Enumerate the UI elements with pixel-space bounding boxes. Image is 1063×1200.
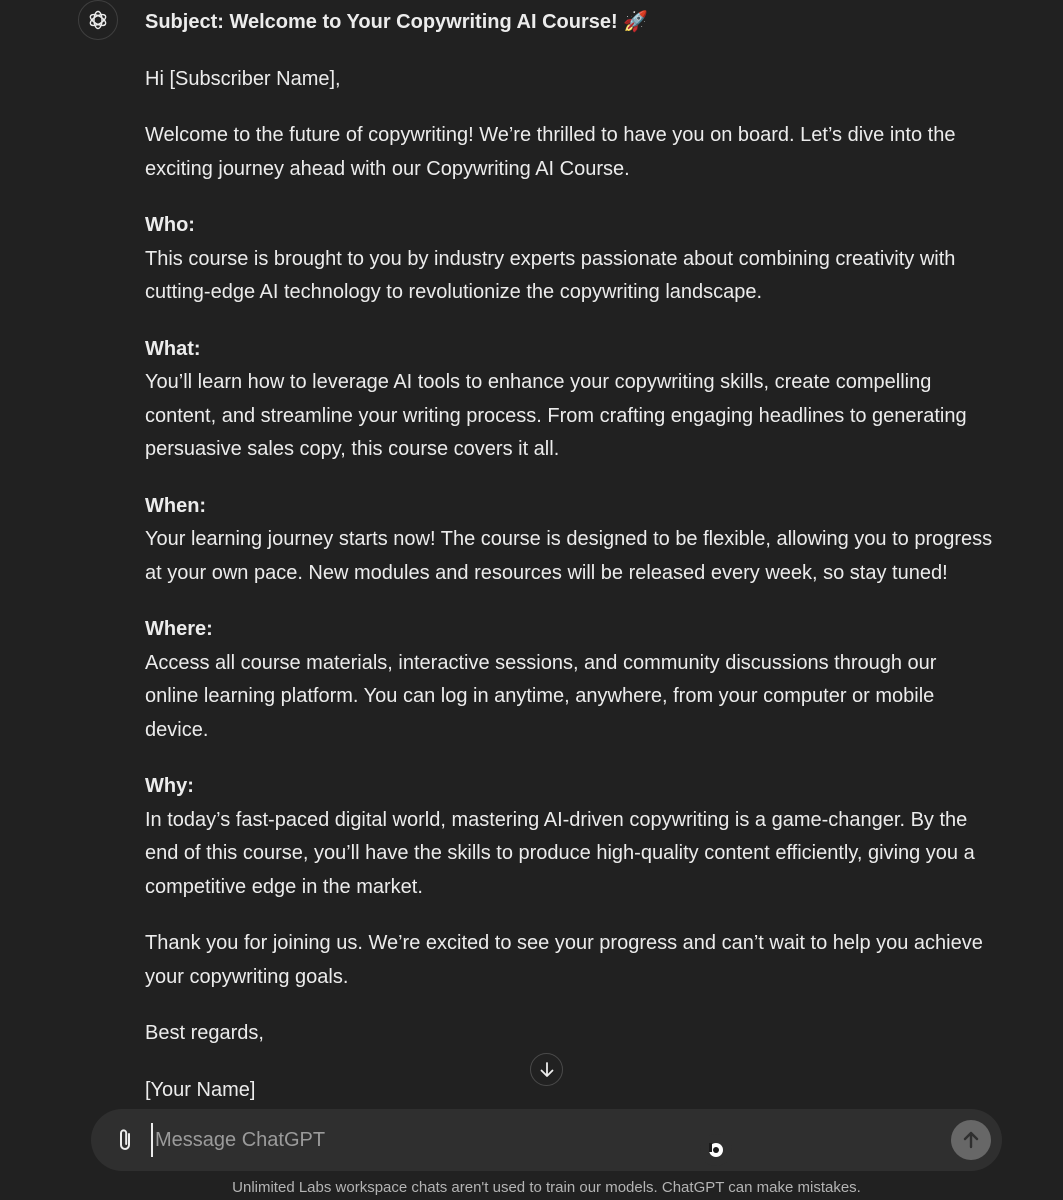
- scroll-to-bottom-button[interactable]: [530, 1053, 563, 1086]
- section-text: You’ll learn how to leverage AI tools to enhance your copywriting skills, create compelling content, and streamline your writing process. From crafting engaging headlines to generating persuasive sales copy, this course covers it all.: [145, 371, 967, 460]
- section-what: [145, 333, 995, 467]
- section-text: In today’s fast-paced digital world, mastering AI-driven copywriting is a game-changer. By the end of this course, you’ll have the skills to produce high-quality content efficiently, giving you a competitive edge in the market.: [145, 808, 975, 898]
- message-composer: [91, 1109, 1002, 1171]
- send-button[interactable]: [951, 1120, 991, 1160]
- section-label: Why:: [145, 775, 194, 797]
- section-text: Access all course materials, interactive sessions, and community discussions through our online learning platform. You can log in anytime, anywhere, from your computer or mobile device.: [145, 651, 937, 741]
- section-why: [145, 770, 995, 904]
- arrow-down-icon: [538, 1061, 556, 1079]
- attach-button[interactable]: [111, 1126, 139, 1154]
- section-who: [145, 209, 995, 310]
- section-label: Where:: [145, 618, 213, 640]
- section-label: What:: [145, 337, 201, 360]
- email-subject: Subject: Welcome to Your Copywriting AI Course! 🚀: [145, 11, 649, 33]
- arrow-up-icon: [961, 1130, 981, 1150]
- footer-disclaimer: Unlimited Labs workspace chats aren't used to train our models. ChatGPT can make mistakes.: [232, 1179, 861, 1196]
- section-where: [145, 613, 995, 747]
- assistant-avatar: [78, 0, 118, 40]
- email-intro: Welcome to the future of copywriting! We’re thrilled to have you on board. Let’s dive into the exciting journey ahead with our Copywriting AI Course.: [145, 124, 956, 180]
- section-label: When:: [145, 494, 207, 517]
- section-when: [145, 490, 995, 591]
- section-text: Your learning journey starts now! The course is designed to be flexible, allowing you to progress at your own pace. New modules and resources will be released every week, so stay tuned!: [145, 528, 993, 584]
- message-input[interactable]: [151, 1123, 931, 1157]
- section-label: Who:: [145, 214, 195, 236]
- assistant-message: [145, 6, 995, 1164]
- signature-name: [Your Name]: [145, 1078, 256, 1101]
- extension-logo-icon: [706, 1140, 726, 1160]
- openai-logo-icon: [86, 8, 110, 32]
- email-greeting: Hi [Subscriber Name],: [145, 67, 341, 90]
- paperclip-icon: [114, 1127, 136, 1153]
- email-closing: Thank you for joining us. We’re excited to see your progress and can’t wait to help you achieve your copywriting goals.: [145, 932, 983, 988]
- extension-badge[interactable]: [700, 1134, 732, 1166]
- email-signoff: Best regards,: [145, 1022, 264, 1044]
- section-text: This course is brought to you by industry experts passionate about combining creativity with cutting-edge AI technology to revolutionize the copywriting landscape.: [145, 247, 956, 303]
